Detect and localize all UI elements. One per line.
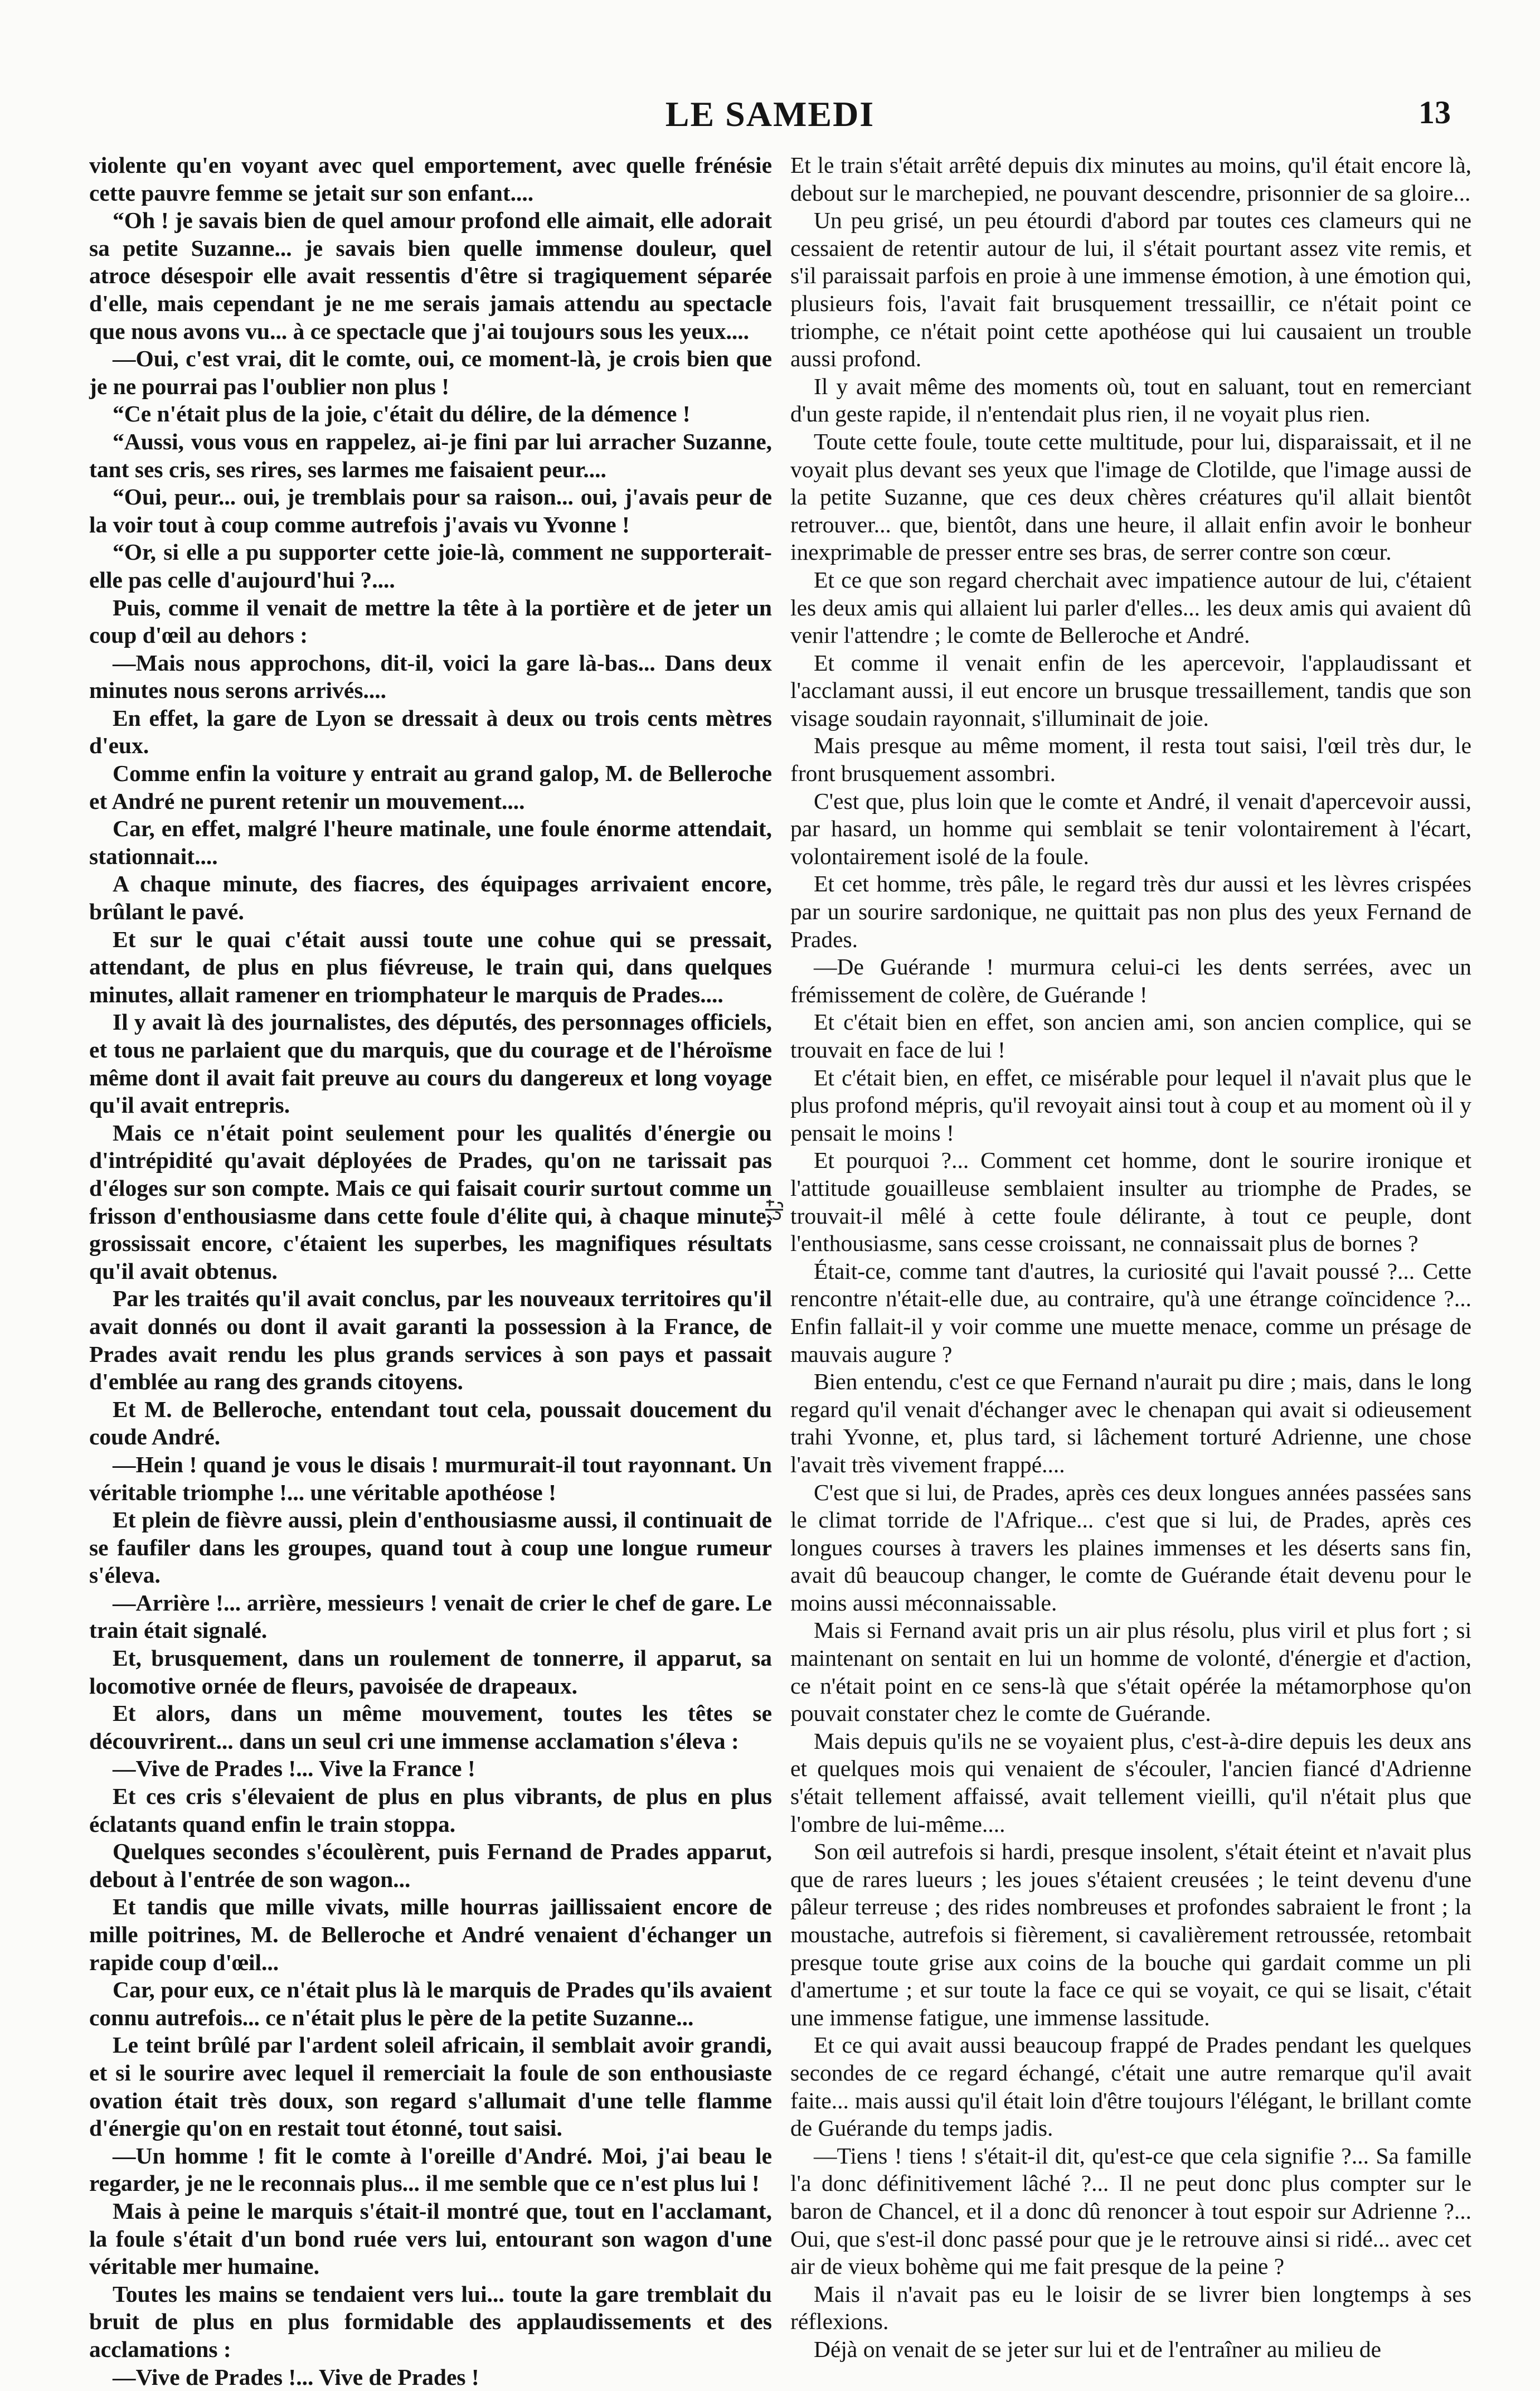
- paragraph: Et c'était bien, en effet, ce misérable pour lequel il n'avait plus que le plus profond mépris, qu'il revoyait ainsi tout à coup et au moment où il y pensait le moins !: [790, 1064, 1471, 1147]
- paragraph: Et tandis que mille vivats, mille hourras jaillissaient encore de mille poitrines, M. de Belleroche et André venaient d'échanger un rapide coup d'œil...: [89, 1893, 772, 1976]
- paragraph: C'est que, plus loin que le comte et André, il venait d'apercevoir aussi, par hasard, un homme qui semblait se tenir volontairement à l'écart, volontairement isolé de la foule.: [790, 788, 1471, 871]
- paragraph: Son œil autrefois si hardi, presque insolent, s'était éteint et n'avait plus que de rares lueurs ; les joues s'étaient creusées ; le teint devenu d'une pâleur terreuse ; des rides nombreuses et profondes sabraient le front ; la moustache, autrefois si fièrement, si cavalièrement retroussée, retombait presque toute grise aux coins de la bouche qui gardait comme un pli d'amertume ; et sur toute la face ce qui se voyait, ce qui se lisait, c'était une immense fatigue, une immense lassitude.: [790, 1838, 1471, 2031]
- paragraph: Mais si Fernand avait pris un air plus résolu, plus viril et plus fort ; si maintenant on sentait en lui un homme de volonté, d'énergie et d'action, ce n'était point en ce sens-là que s'était opérée la métamorphose qu'on pouvait constater chez le comte de Guérande.: [790, 1617, 1471, 1727]
- left-text-column: [89, 152, 772, 2303]
- paragraph: “Aussi, vous vous en rappelez, ai-je fini par lui arracher Suzanne, tant ses cris, ses rires, ses larmes me faisaient peur....: [89, 428, 772, 483]
- paragraph: Et cet homme, très pâle, le regard très dur aussi et les lèvres crispées par un sourire sardonique, ne quittait pas non plus des yeux Fernand de Prades.: [790, 870, 1471, 953]
- publication-title: LE SAMEDI: [89, 94, 1451, 135]
- paragraph: Mais ce n'était point seulement pour les qualités d'énergie ou d'intrépidité qu'avait déployées de Prades, qu'on ne tarissait pas d'éloges sur son compte. Mais ce qui faisait courir surtout comme un frisson d'enthousiasme dans cette foule d'élite qui, à chaque minute, grossissait encore, c'étaient les superbes, les magnifiques résultats qu'il avait obtenus.: [89, 1119, 772, 1286]
- paragraph: Car, pour eux, ce n'était plus là le marquis de Prades qu'ils avaient connu autrefois... ce n'était plus le père de la petite Suzanne...: [89, 1976, 772, 2031]
- paragraph: —Hein ! quand je vous le disais ! murmurait-il tout rayonnant. Un véritable triomphe !... une véritable apothéose !: [89, 1451, 772, 1506]
- paragraph: Et le train s'était arrêté depuis dix minutes au moins, qu'il était encore là, debout sur le marchepied, ne pouvant descendre, prisonnier de sa gloire...: [790, 152, 1471, 207]
- paragraph: Mais depuis qu'ils ne se voyaient plus, c'est-à-dire depuis les deux ans et quelques mois qui venaient de s'écouler, l'ancien fiancé d'Adrienne s'était tellement affaissé, avait tellement vieilli, qu'il n'était plus que l'ombre de lui-même....: [790, 1728, 1471, 1838]
- paragraph: violente qu'en voyant avec quel emportement, avec quelle frénésie cette pauvre femme se jetait sur son enfant....: [89, 152, 772, 207]
- paragraph: Et M. de Belleroche, entendant tout cela, poussait doucement du coude André.: [89, 1396, 772, 1451]
- paragraph: Puis, comme il venait de mettre la tête à la portière et de jeter un coup d'œil au dehors :: [89, 594, 772, 649]
- paragraph: “Oui, peur... oui, je tremblais pour sa raison... oui, j'avais peur de la voir tout à coup comme autrefois j'avais vu Yvonne !: [89, 483, 772, 539]
- paragraph: Il y avait même des moments où, tout en saluant, tout en remerciant d'un geste rapide, il n'entendait plus rien, il ne voyait plus rien.: [790, 373, 1471, 428]
- paragraph: —Oui, c'est vrai, dit le comte, oui, ce moment-là, je crois bien que je ne pourrai pas l'oublier non plus !: [89, 345, 772, 400]
- paragraph: En effet, la gare de Lyon se dressait à deux ou trois cents mètres d'eux.: [89, 705, 772, 760]
- paragraph: Comme enfin la voiture y entrait au grand galop, M. de Belleroche et André ne purent retenir un mouvement....: [89, 760, 772, 815]
- page-header: [89, 94, 1451, 144]
- printer-ornament-icon: [764, 1199, 785, 1221]
- paragraph: “Ce n'était plus de la joie, c'était du délire, de la démence !: [89, 400, 772, 428]
- paragraph: Quelques secondes s'écoulèrent, puis Fernand de Prades apparut, debout à l'entrée de son wagon...: [89, 1838, 772, 1893]
- paragraph: Mais il n'avait pas eu le loisir de se livrer bien longtemps à ses réflexions.: [790, 2281, 1471, 2336]
- paragraph: “Or, si elle a pu supporter cette joie-là, comment ne supporterait-elle pas celle d'aujourd'hui ?....: [89, 539, 772, 594]
- paragraph: Et, brusquement, dans un roulement de tonnerre, il apparut, sa locomotive ornée de fleurs, pavoisée de drapeaux.: [89, 1645, 772, 1700]
- paragraph: —Un homme ! fit le comte à l'oreille d'André. Moi, j'ai beau le regarder, je ne le reconnais plus... il me semble que ce n'est plus lui !: [89, 2142, 772, 2198]
- paragraph: —Vive de Prades !... Vive de Prades !: [89, 2364, 772, 2391]
- paragraph: Mais à peine le marquis s'était-il montré que, tout en l'acclamant, la foule s'était d'un bond ruée vers lui, entourant son wagon d'une véritable mer humaine.: [89, 2198, 772, 2281]
- paragraph: Et pourquoi ?... Comment cet homme, dont le sourire ironique et l'attitude gouailleuse semblaient insulter au triomphe de Prades, se trouvait-il mêlé à cette foule délirante, à tout ce peuple, dont l'enthousiasme, sans cesse croissant, ne connaissait plus de bornes ?: [790, 1147, 1471, 1257]
- paragraph: —Arrière !... arrière, messieurs ! venait de crier le chef de gare. Le train était signalé.: [89, 1589, 772, 1645]
- paragraph: Toute cette foule, toute cette multitude, pour lui, disparaissait, et il ne voyait plus devant ses yeux que l'image de Clotilde, que l'image aussi de la petite Suzanne, que ces deux chères créatures qu'il allait bientôt retrouver... que, bientôt, dans une heure, il allait enfin avoir le bonheur inexprimable de presser entre ses bras, de serrer contre son cœur.: [790, 428, 1471, 566]
- paragraph: Toutes les mains se tendaient vers lui... toute la gare tremblait du bruit de plus en plus formidable des applaudissements et des acclamations :: [89, 2281, 772, 2364]
- right-text-column: [790, 152, 1471, 2303]
- paragraph: —Mais nous approchons, dit-il, voici la gare là-bas... Dans deux minutes nous serons arrivés....: [89, 649, 772, 705]
- paragraph: Il y avait là des journalistes, des députés, des personnages officiels, et tous ne parlaient que du marquis, que du courage et de l'héroïsme même dont il avait fait preuve au cours du dangereux et long voyage qu'il avait entrepris.: [89, 1008, 772, 1119]
- paragraph: Et comme il venait enfin de les apercevoir, l'applaudissant et l'acclamant aussi, il eut encore un brusque tressaillement, tandis que son visage soudain rayonnait, s'illuminait de joie.: [790, 649, 1471, 733]
- page-number: 13: [1418, 94, 1451, 131]
- paragraph: —Tiens ! tiens ! s'était-il dit, qu'est-ce que cela signifie ?... Sa famille l'a donc définitivement lâché ?... Il ne peut donc plus compter sur le baron de Chancel, et il a donc dû renoncer à tout espoir sur Adrienne ?... Oui, que s'est-il donc passé pour que je le retrouve ainsi si ridé... avec cet air de vieux bohème qui me fait presque de la peine ?: [790, 2142, 1471, 2281]
- paragraph: Un peu grisé, un peu étourdi d'abord par toutes ces clameurs qui ne cessaient de retentir autour de lui, il s'était pourtant assez vite remis, et s'il paraissait parfois en proie à une immense émotion, à une émotion qui, plusieurs fois, l'avait fait brusquement tressaillir, ce n'était point ce triomphe, ce n'était point cette apothéose qui lui causaient un trouble aussi profond.: [790, 207, 1471, 373]
- paragraph: Le teint brûlé par l'ardent soleil africain, il semblait avoir grandi, et si le sourire avec lequel il remerciait la foule de son enthousiaste ovation était très doux, son regard s'allumait d'une telle flamme d'énergie qu'on en restait tout étonné, tout saisi.: [89, 2031, 772, 2142]
- paragraph: Et c'était bien en effet, son ancien ami, son ancien complice, qui se trouvait en face de lui !: [790, 1008, 1471, 1064]
- paragraph: Et plein de fièvre aussi, plein d'enthousiasme aussi, il continuait de se faufiler dans les groupes, quand tout à coup une longue rumeur s'éleva.: [89, 1506, 772, 1589]
- paragraph: C'est que si lui, de Prades, après ces deux longues années passées sans le climat torride de l'Afrique... c'est que si lui, de Prades, après ces longues courses à travers les plaines immenses et les déserts sans fin, avait dû beaucoup changer, le comte de Guérande était devenu pour le moins aussi méconnaissable.: [790, 1479, 1471, 1617]
- paragraph: Et sur le quai c'était aussi toute une cohue qui se pressait, attendant, de plus en plus fiévreuse, le train qui, dans quelques minutes, allait ramener en triomphateur le marquis de Prades....: [89, 926, 772, 1009]
- paragraph: Déjà on venait de se jeter sur lui et de l'entraîner au milieu de: [790, 2336, 1471, 2364]
- paragraph: A chaque minute, des fiacres, des équipages arrivaient encore, brûlant le pavé.: [89, 870, 772, 925]
- paragraph: Et ces cris s'élevaient de plus en plus vibrants, de plus en plus éclatants quand enfin le train stoppa.: [89, 1783, 772, 1838]
- paragraph: Était-ce, comme tant d'autres, la curiosité qui l'avait poussé ?... Cette rencontre n'était-elle due, au contraire, qu'à une étrange coïncidence ?... Enfin fallait-il y voir comme une muette menace, comme un présage de mauvais augure ?: [790, 1258, 1471, 1368]
- paragraph: Bien entendu, c'est ce que Fernand n'aurait pu dire ; mais, dans le long regard qu'il venait d'échanger avec le chenapan qui avait si odieusement trahi Yvonne, et, plus tard, si lâchement torturé Adrienne, une chose l'avait très vivement frappé....: [790, 1368, 1471, 1478]
- paragraph: Et alors, dans un même mouvement, toutes les têtes se découvrirent... dans un seul cri une immense acclamation s'éleva :: [89, 1700, 772, 1755]
- paragraph: Et ce qui avait aussi beaucoup frappé de Prades pendant les quelques secondes de ce regard échangé, c'était une autre remarque qu'il avait faite... mais aussi qu'il était loin d'être toujours l'élégant, le brillant comte de Guérande du temps jadis.: [790, 2031, 1471, 2142]
- paragraph: —De Guérande ! murmura celui-ci les dents serrées, avec un frémissement de colère, de Guérande !: [790, 953, 1471, 1008]
- paragraph: Car, en effet, malgré l'heure matinale, une foule énorme attendait, stationnait....: [89, 815, 772, 870]
- paragraph: —Vive de Prades !... Vive la France !: [89, 1755, 772, 1783]
- paragraph: Par les traités qu'il avait conclus, par les nouveaux territoires qu'il avait donnés ou dont il avait garanti la possession à la France, de Prades avait rendu les plus grands services à son pays et passait d'emblée au rang des grands citoyens.: [89, 1285, 772, 1395]
- paragraph: Mais presque au même moment, il resta tout saisi, l'œil très dur, le front brusquement assombri.: [790, 732, 1471, 787]
- paragraph: “Oh ! je savais bien de quel amour profond elle aimait, elle adorait sa petite Suzanne... je savais bien quelle immense douleur, quel atroce désespoir elle avait ressentis d'être si tragiquement séparée d'elle, mais cependant je ne me serais jamais attendu au spectacle que nous avons vu... à ce spectacle que j'ai toujours sous les yeux....: [89, 207, 772, 345]
- paragraph: Et ce que son regard cherchait avec impatience autour de lui, c'étaient les deux amis qui allaient lui parler d'elles... les deux amis qui avaient dû venir l'attendre ; le comte de Belleroche et André.: [790, 566, 1471, 649]
